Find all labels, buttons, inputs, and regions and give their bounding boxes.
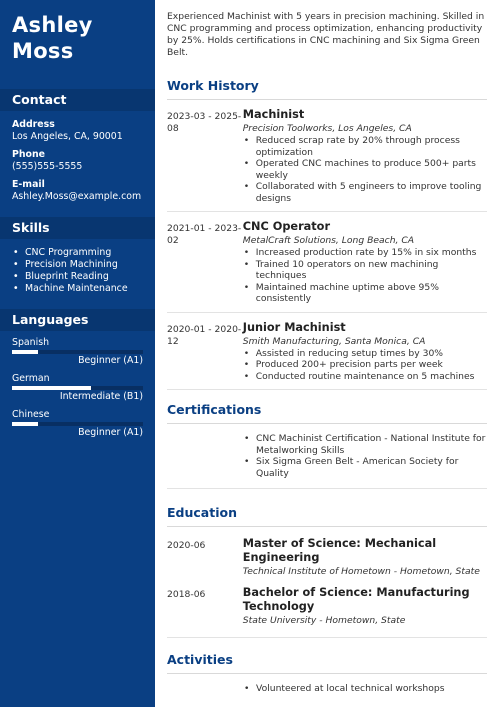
email-label: E-mail: [12, 179, 45, 190]
education-body: [243, 537, 487, 578]
language-level-fill: [12, 422, 38, 426]
job-date: 2023-03 - 2025-08: [167, 111, 242, 134]
divider: [167, 488, 487, 489]
degree-title: Master of Science: Mechanical Engineering: [242, 537, 437, 564]
divider: [167, 389, 487, 390]
job-title: Machinist: [242, 108, 305, 121]
job-bullets: [243, 247, 487, 305]
language-level-fill: [12, 350, 38, 354]
job-company: Precision Toolworks, Los Angeles, CA: [242, 123, 412, 134]
skill-item: • Machine Maintenance: [12, 283, 143, 295]
job-bullet: • Trained 10 operators on new machining techniques: [243, 259, 487, 282]
job-bullets: [243, 135, 487, 204]
language-level: Intermediate (B1): [59, 391, 143, 402]
contact-block: [0, 111, 155, 203]
language-level-fill: [12, 386, 91, 390]
job-title: Junior Machinist: [242, 320, 346, 334]
contact-heading: Contact: [0, 89, 155, 111]
job-date: 2020-01 - 2020-12: [167, 323, 242, 347]
education-date: 2018-06: [167, 589, 206, 600]
language-name: Chinese: [12, 409, 50, 420]
job-bullets: [243, 348, 487, 383]
job-bullet: • Produced 200+ precision parts per week: [243, 359, 487, 371]
education-heading: Education: [167, 505, 487, 527]
job-date: 2021-01 - 2023-02: [167, 223, 242, 246]
job-entry: [167, 108, 487, 204]
education-entry: [167, 586, 487, 627]
first-name: Ashley: [12, 13, 93, 37]
certifications-heading: Certifications: [167, 402, 487, 424]
job-bullet: • Operated CNC machines to produce 500+ parts weekly: [243, 158, 487, 181]
languages-heading: Languages: [0, 309, 155, 331]
degree-title: Bachelor of Science: Manufacturing Technology: [242, 586, 470, 613]
language-level: Beginner (A1): [78, 355, 143, 366]
language-level-bar: [12, 422, 143, 426]
education-entry: [167, 537, 487, 578]
job-bullet: • Conducted routine maintenance on 5 machines: [243, 371, 487, 383]
education-date: 2020-06: [167, 540, 206, 551]
skill-item: • CNC Programming: [12, 247, 143, 259]
activities-list: [243, 683, 491, 695]
school-name: State University - Hometown, State: [242, 615, 406, 626]
divider: [167, 637, 487, 638]
address-value: Los Angeles, CA, 90001: [12, 131, 123, 142]
phone-value: (555)555-5555: [12, 161, 83, 172]
language-name: Spanish: [12, 337, 50, 348]
skills-list: [0, 239, 155, 295]
job-body: [243, 321, 487, 383]
certification-item: • Six Sigma Green Belt - American Society for Quality: [243, 456, 491, 479]
job-bullet: • Reduced scrap rate by 20% through process optimization: [243, 135, 487, 158]
language-level-bar: [12, 386, 143, 390]
job-bullet: • Increased production rate by 15% in six months: [243, 247, 487, 259]
job-entry: [167, 321, 487, 383]
language-item: [12, 409, 143, 439]
sidebar: [0, 0, 155, 707]
address-label: Address: [12, 119, 55, 130]
last-name: Moss: [12, 39, 74, 63]
certifications-list: [243, 433, 491, 479]
job-bullet: • Collaborated with 5 engineers to improve tooling designs: [243, 181, 487, 204]
certification-item: • CNC Machinist Certification - National Institute for Metalworking Skills: [243, 433, 491, 456]
main-content: [167, 0, 487, 695]
candidate-name: [0, 0, 155, 64]
activity-item: • Volunteered at local technical workshops: [243, 683, 491, 695]
job-company: MetalCraft Solutions, Long Beach, CA: [242, 235, 415, 246]
language-name: German: [12, 373, 50, 384]
job-bullet: • Assisted in reducing setup times by 30%: [243, 348, 487, 360]
work-history-heading: Work History: [167, 78, 487, 100]
activities-heading: Activities: [167, 652, 487, 674]
job-title: CNC Operator: [242, 220, 331, 233]
language-item: [12, 337, 143, 367]
education-body: [243, 586, 487, 627]
job-bullet: • Maintained machine uptime above 95% consistently: [243, 282, 487, 305]
job-company: Smith Manufacturing, Santa Monica, CA: [242, 335, 426, 347]
job-entry: [167, 220, 487, 305]
job-body: [243, 108, 487, 204]
language-level: Beginner (A1): [78, 427, 143, 438]
job-body: [243, 220, 487, 305]
divider: [167, 211, 487, 212]
skill-item: • Precision Machining: [12, 259, 143, 271]
phone-label: Phone: [12, 149, 46, 160]
language-item: [12, 373, 143, 403]
professional-summary: Experienced Machinist with 5 years in precision machining. Skilled in CNC programming and process optimization, enhancing productivity by 25%. Holds certifications in CNC machining and Six Sigma Green Belt.: [167, 11, 485, 58]
skill-item: • Blueprint Reading: [12, 271, 143, 283]
divider: [167, 312, 487, 313]
languages-list: [0, 337, 155, 439]
skills-heading: Skills: [0, 217, 155, 239]
email-value[interactable]: Ashley.Moss@example.com: [12, 191, 142, 202]
school-name: Technical Institute of Hometown - Hometown, State: [242, 566, 480, 577]
language-level-bar: [12, 350, 143, 354]
